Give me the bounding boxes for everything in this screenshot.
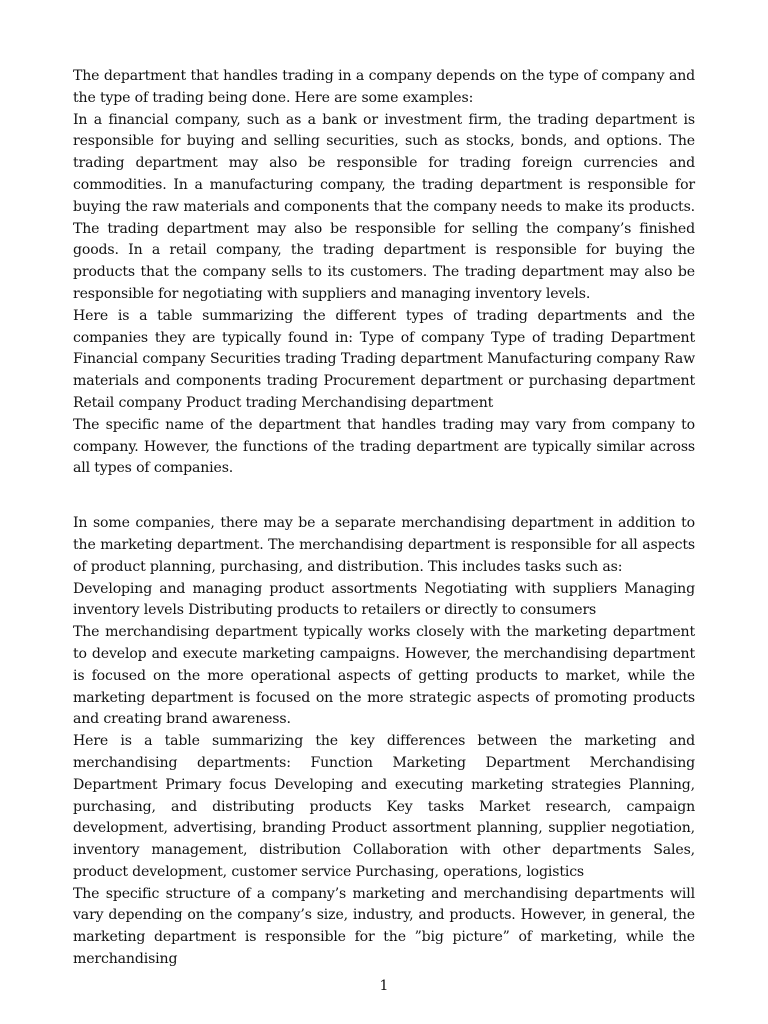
paragraph-merchandising-collaboration: The merchandising department typically works closely with the marketing department to develop and execute marketing campaigns. However, the merchandising department is focused on the more operational aspects of getting products to market, while the marketing department is focused on the more strategic aspects of promoting products and creating brand awareness. bbox=[73, 624, 695, 728]
paragraph-marketing-merchandising-table: Here is a table summarizing the key differences between the marketing and merchandising departments: Function Marketing Department Merchandising Department Primary focus Developing and executing marketing strategies Planning, purchasing, and distributing products Key tasks Market research, campaign development, advertising, branding Product assortment planning, supplier negotiation, inventory management, distribution Collaboration with other departments Sales, product development, customer service Purchasing, operations, logistics bbox=[73, 733, 695, 880]
paragraph-trading-name-varies: The specific name of the department that handles trading may vary from company to company. However, the functions of the trading department are typically similar across all types of companies. bbox=[73, 416, 695, 477]
paragraph-trading-table-summary: Here is a table summarizing the different types of trading departments and the companies they are typically found in: Type of company Type of trading Department Financial company Securities trading Trading department Manufacturing company Raw materials and components trading Procurement department or purchasing department Retail company Product trading Merchandising department bbox=[73, 307, 695, 411]
section-spacer bbox=[73, 480, 695, 513]
paragraph-trading-intro: The department that handles trading in a company depends on the type of company and the type of trading being done. Here are some examples: bbox=[73, 68, 695, 106]
paragraph-trading-examples: In a financial company, such as a bank or investment firm, the trading department is responsible for buying and selling securities, such as stocks, bonds, and options. The trading department may also be responsible for trading foreign currencies and commodities. In a manufacturing company, the trading department is responsible for buying the raw materials and components that the company needs to make its products. The trading department may also be responsible for selling the company’s finished goods. In a retail company, the trading department is responsible for buying the products that the company sells to its customers. The trading department may also be responsible for negotiating with suppliers and managing inventory levels. bbox=[73, 111, 695, 302]
page-number: 1 bbox=[379, 978, 389, 994]
document-page bbox=[73, 66, 695, 971]
paragraph-department-structure: The specific structure of a company’s marketing and merchandising departments will vary depending on the company’s size, industry, and products. However, in general, the marketing department is responsible for the ”big picture” of marketing, while the merchandising bbox=[73, 885, 695, 968]
paragraph-merchandising-intro: In some companies, there may be a separate merchandising department in addition to the marketing department. The merchandising department is responsible for all aspects of product planning, purchasing, and distribution. This includes tasks such as: bbox=[73, 515, 695, 575]
paragraph-merchandising-tasks: Developing and managing product assortments Negotiating with suppliers Managing inventory levels Distributing products to retailers or directly to consumers bbox=[73, 580, 695, 619]
